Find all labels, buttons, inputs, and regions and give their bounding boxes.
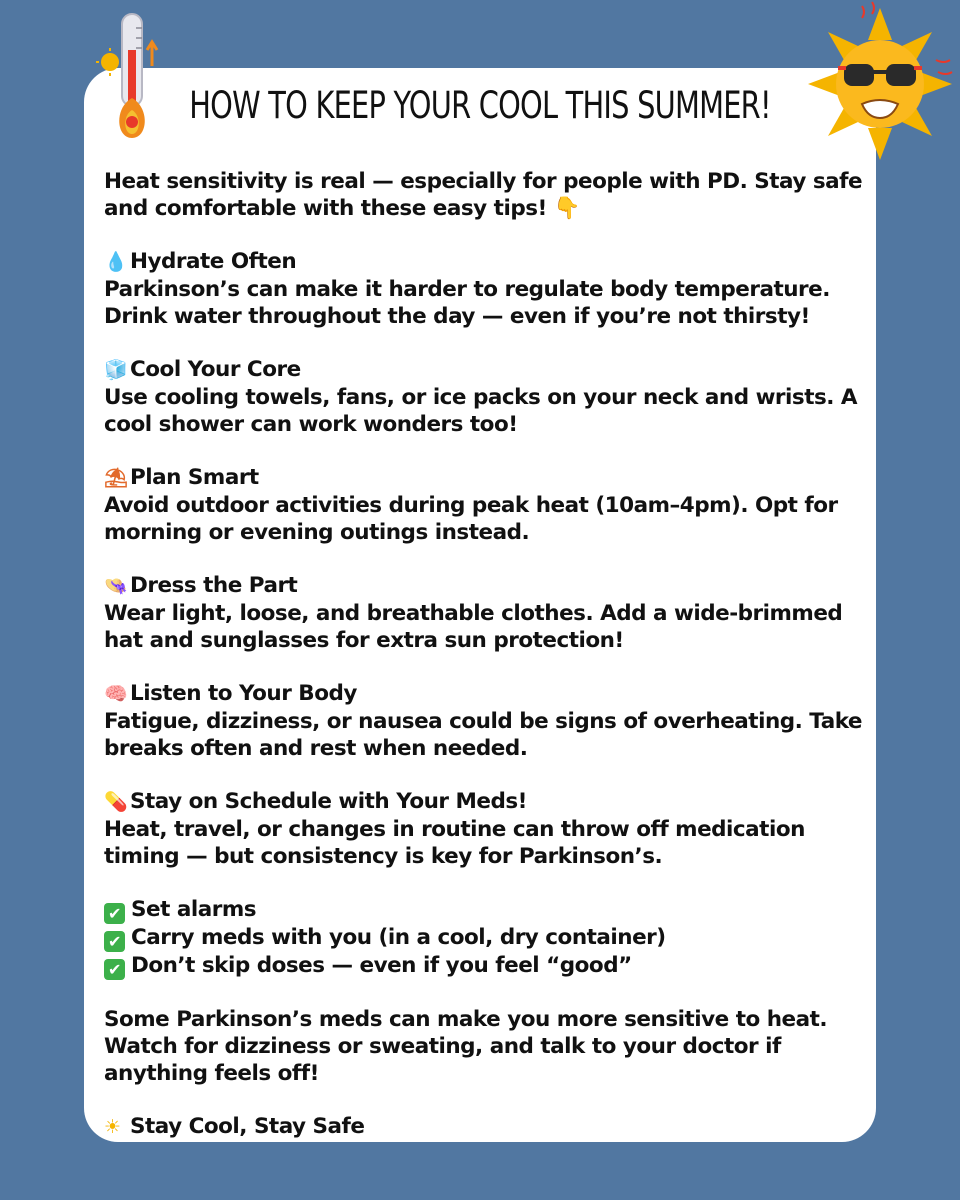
tips-content [104,168,864,1141]
closing-line [104,1113,864,1141]
tip-heading: Dress the Part [130,573,298,598]
ice-cube-icon: 🧊 [104,359,128,381]
tip-heading: Stay on Schedule with Your Meds! [130,789,527,814]
list-item: ✔ Carry meds with you (in a cool, dry container) [104,924,864,952]
check-mark-icon: ✔ [104,931,125,952]
droplet-icon: 💧 [104,251,128,273]
tip-body: Avoid outdoor activities during peak heat (10am–4pm). Opt for morning or evening outings instead. [104,493,838,545]
pill-icon: 💊 [104,791,128,813]
tip-body: Wear light, loose, and breathable clothes. Add a wide-brimmed hat and sunglasses for extra sun protection! [104,601,843,653]
tip-body: Fatigue, dizziness, or nausea could be signs of overheating. Take breaks often and rest when needed. [104,709,863,761]
page-title: HOW TO KEEP YOUR COOL THIS SUMMER! [189,84,771,127]
list-item: ✔ Don’t skip doses — even if you feel “good” [104,952,864,980]
tip-body: Parkinson’s can make it harder to regulate body temperature. Drink water throughout the day — even if you’re not thirsty! [104,277,830,329]
tip-listen [104,680,864,762]
tip-dress [104,572,864,654]
tip-body: Use cooling towels, fans, or ice packs on your neck and wrists. A cool shower can work wonders too! [104,385,858,437]
tip-hydrate [104,248,864,330]
beach-umbrella-icon: ⛱ [104,467,128,489]
check-mark-icon: ✔ [104,959,125,980]
sun-hat-icon: 👒 [104,575,128,597]
tip-plan-smart [104,464,864,546]
tip-heading: Cool Your Core [130,357,301,382]
tip-heading: Listen to Your Body [130,681,357,706]
tip-meds [104,788,864,870]
intro-text: Heat sensitivity is real — especially for people with PD. Stay safe and comfortable with these easy tips! 👇 [104,169,863,221]
note-text: Some Parkinson’s meds can make you more sensitive to heat. Watch for dizziness or sweating, and talk to your doctor if anything feels off! [104,1007,828,1086]
check-mark-icon: ✔ [104,903,125,924]
sun-with-sunglasses-icon [800,0,960,170]
brain-icon: 🧠 [104,683,128,705]
list-item: ✔ Set alarms [104,896,864,924]
tip-body: Heat, travel, or changes in routine can throw off medication timing — but consistency is key for Parkinson’s. [104,817,805,869]
closing-text: Stay Cool, Stay Safe [130,1114,365,1139]
tip-heading: Plan Smart [130,465,259,490]
meds-checklist [104,896,864,980]
tip-heading: Hydrate Often [130,249,297,274]
tip-cool-core [104,356,864,438]
sun-icon: ☀ [104,1116,121,1138]
thermometer-icon [96,10,166,140]
